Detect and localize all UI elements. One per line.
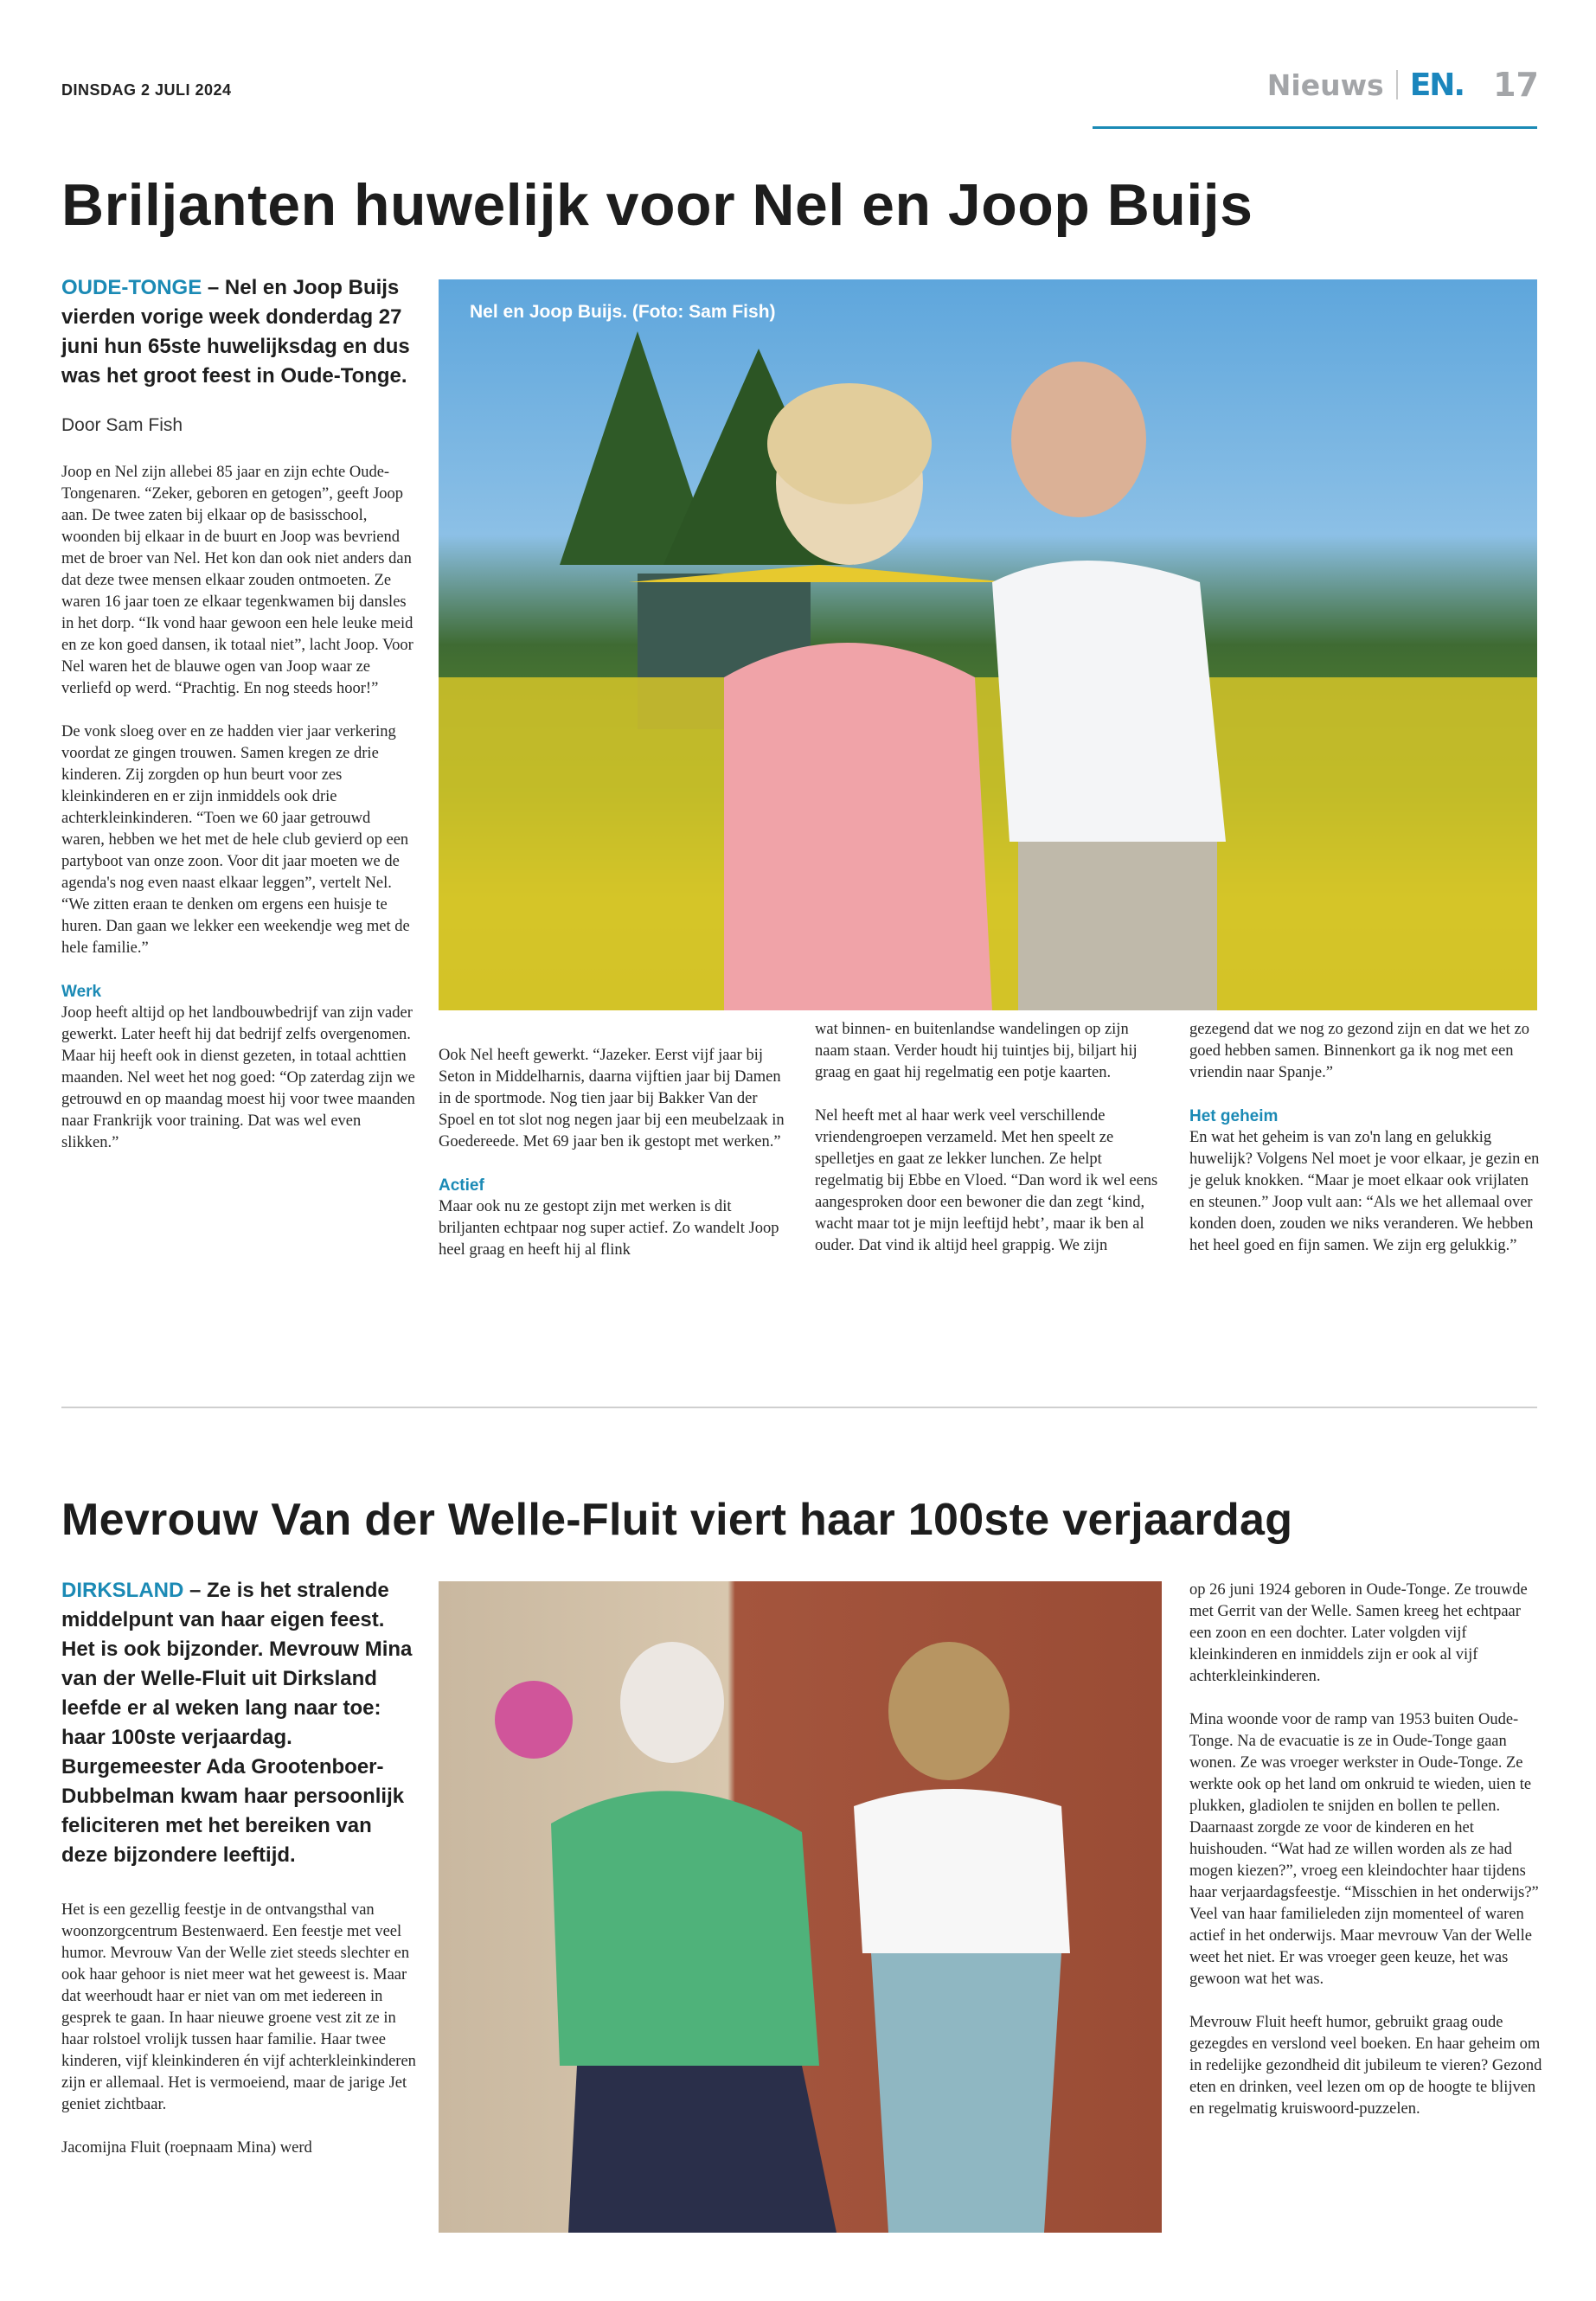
paragraph: wat binnen- en buitenlandse wandelingen op zijn naam staan. Verder houdt hij tuintjes bij, biljart hij graag en gaat hij regelmatig een potje kaarten. [815,1021,1138,1081]
dateline-place: OUDE-TONGE [61,276,202,299]
article1-title: Briljanten huwelijk voor Nel en Joop Buijs [61,172,1253,238]
article2-column-1 [61,1576,416,2181]
paragraph: Het is een gezellig feestje in de ontvangsthal van woonzorgcentrum Bestenwaerd. Een feestje met veel humor. Mevrouw Van der Welle ziet steeds slechter en ook haar gehoor is niet meer wat het geweest is. Maar dat weerhoudt haar er niet van om met iedereen in gesprek te gaan. In haar nieuwe groene vest zit ze in haar rolstoel vrolijk tussen haar familie. Haar twee kinderen, vijf kleinkinderen én vijf achterkleinkinderen zijn er allemaal. Het is vermoeiend, maar de jarige Jet geniet zichtbaar. [61,1901,416,2113]
header-rule [1093,126,1537,129]
subheading-actief: Actief [439,1176,484,1195]
article2-title: Mevrouw Van der Welle-Fluit viert haar 100ste verjaardag [61,1495,1293,1545]
section-label: Nieuws [1266,67,1384,102]
subheading-werk: Werk [61,983,102,1001]
page-number: 17 [1493,66,1539,104]
byline: Door Sam Fish [61,415,183,435]
issue-date: DINSDAG 2 JULI 2024 [61,81,232,99]
page-header [1267,66,1539,104]
paragraph: Joop en Nel zijn allebei 85 jaar en zijn echte Oude-Tongenaren. “Zeker, geboren en getogen”, geeft Joop aan. De twee zaten bij elkaar op de basisschool, woonden bij elkaar in de buurt en Joop was bevriend met de broer van Nel. Het kon dan ook niet anders dan dat deze twee mensen elkaar zouden ontmoeten. Ze waren 16 jaar toen ze elkaar tegenkwamen bij dansles in het dorp. “Ik vond haar gewoon een hele leuke meid en ze kon goed dansen, ik totaal niet”, lacht Joop. Voor Nel waren het de blauwe ogen van Joop waar ze verliefd op werd. “Prachtig. En nog steeds hoor!” [61,464,413,697]
paragraph: Mina woonde voor de ramp van 1953 buiten Oude-Tonge. Na de evacuatie is ze in Oude-Tonge gaan wonen. Ze was vroeger werkster in Oude-Tonge. Ze werkte ook op het land om onkruid te wieden, uien te plukken, gladiolen te snijden en bollen te pellen. Daarnaast zorgde ze voor de kinderen en het huishouden. “Wat had ze willen worden als ze had mogen kiezen?”, vroeg een kleindochter haar tijdens haar verjaardagsfeestje. “Misschien in het onderwijs?” Veel van haar familieleden zijn momenteel of waren actief in het onderwijs. Maar mevrouw Van der Welle weet het niet. Er was vroeger geen keuze, het was gewoon wat het was. [1189,1711,1539,1988]
article1-column-4 [1189,1019,1540,1279]
paragraph: Ook Nel heeft gewerkt. “Jazeker. Eerst vijf jaar bij Seton in Middelharnis, daarna vijftien jaar bij Damen in de sportmode. Nog tien jaar bij Bakker Van der Spoel en tot slot nog negen jaar bij een meubelzaak in Goedereede. Met 69 jaar ben ik gestopt met werken.” [439,1047,785,1150]
article2-lead [61,1576,416,1870]
lead-text: – Nel en Joop Buijs vierden vorige week donderdag 27 juni hun 65ste huwelijksdag en dus was het groot feest in Oude-Tonge. [61,276,410,388]
paragraph: En wat het geheim is van zo'n lang en gelukkig huwelijk? Volgens Nel moet je voor elkaar, je gezin en je geluk knokken. “Maar je moet elkaar ook vrijlaten en steunen.” Joop vult aan: “Als we het allemaal over konden doen, zouden we niks veranderen. We hebben het heel goed en fijn samen. We zijn erg gelukkig.” [1189,1129,1540,1254]
article1-column-1 [61,273,416,1176]
article1-photo [439,279,1537,1010]
en-logo: EN. [1409,67,1465,103]
paragraph: op 26 juni 1924 geboren in Oude-Tonge. Ze trouwde met Gerrit van der Welle. Samen kreeg het echtpaar een zoon en een dochter. Later volgden vijf kleinkinderen en inmiddels zijn er ook al vijf achterkleinkinderen. [1189,1581,1528,1685]
couple-photo-illustration [439,279,1537,1010]
article-divider [61,1407,1537,1408]
dateline-place: DIRKSLAND [61,1579,184,1602]
article2-photo [439,1581,1162,2233]
article1-column-2 [439,1045,785,1283]
paragraph: Jacomijna Fluit (roepnaam Mina) werd [61,2139,312,2157]
birthday-photo-illustration [439,1581,1162,2233]
article2-body-1 [61,1900,416,2159]
paragraph: Nel heeft met al haar werk veel verschillende vriendengroepen verzameld. Met hen speelt ze spelletjes en gaat ze lekker lunchen. Ze helpt regelmatig bij Ebbe en Vloed. “Dan word ik wel eens aangesproken door een bewoner die dan zegt ‘kind, wacht maar tot je mijn leeftijd hebt’, maar ik ben al ouder. Dat vind ik altijd heel grappig. We zijn [815,1107,1158,1254]
lead-text: – Ze is het stralende middelpunt van haar eigen feest. Het is ook bijzonder. Mevrouw Mina van der Welle-Fluit uit Dirksland leefde er al weken lang naar toe: haar 100ste verjaardag. Burgemeester Ada Grootenboer-Dubbelman kwam haar persoonlijk feliciteren met het bereiken van deze bijzondere leeftijd. [61,1579,413,1867]
paragraph: gezegend dat we nog zo gezond zijn en dat we het zo goed hebben samen. Binnenkort ga ik nog met een vriendin naar Spanje.” [1189,1021,1529,1081]
paragraph: Joop heeft altijd op het landbouwbedrijf van zijn vader gewerkt. Later heeft hij dat bedrijf zelfs overgenomen. Maar hij heeft ook in dienst gezeten, in totaal achttien maanden. Nel weet het nog goed: “Op zaterdag zijn we getrouwd en op maandag moest hij voor twee maanden naar Frankrijk voor training. Dat was wel even slikken.” [61,1004,415,1151]
article1-lead [61,273,416,391]
article1-column-3 [815,1019,1161,1279]
subheading-het-geheim: Het geheim [1189,1107,1279,1125]
paragraph: De vonk sloeg over en ze hadden vier jaar verkering voordat ze gingen trouwen. Samen kregen ze drie kinderen. Zij zorgden op hun beurt voor zes kleinkinderen en er zijn inmiddels ook drie achterkleinkinderen. “Toen we 60 jaar getrouwd waren, hebben we het met de hele club gevierd op een partyboot van onze zoon. Voor dit jaar moeten we de agenda's nog even naast elkaar leggen”, vertelt Nel. “We zitten eraan te denken om ergens een huisje te huren. Dan gaan we lekker een weekendje weg met de hele familie.” [61,723,410,957]
photo-caption: Nel en Joop Buijs. (Foto: Sam Fish) [470,302,776,322]
paragraph: Mevrouw Fluit heeft humor, gebruikt graag oude gezegdes en verslond veel boeken. En haar geheim om in redelijke gezondheid dit jubileum te vieren? Gezond eten en drinken, veel lezen om op de hoogte te blijven en regelmatig kruiswoord-puzzelen. [1189,2014,1542,2118]
article1-body-1 [61,462,416,1154]
header-separator [1396,70,1398,99]
paragraph: Maar ook nu ze gestopt zijn met werken is dit briljanten echtpaar nog super actief. Zo wandelt Joop heel graag en heeft hij al flink [439,1198,779,1259]
article2-column-3 [1189,1580,1544,2142]
